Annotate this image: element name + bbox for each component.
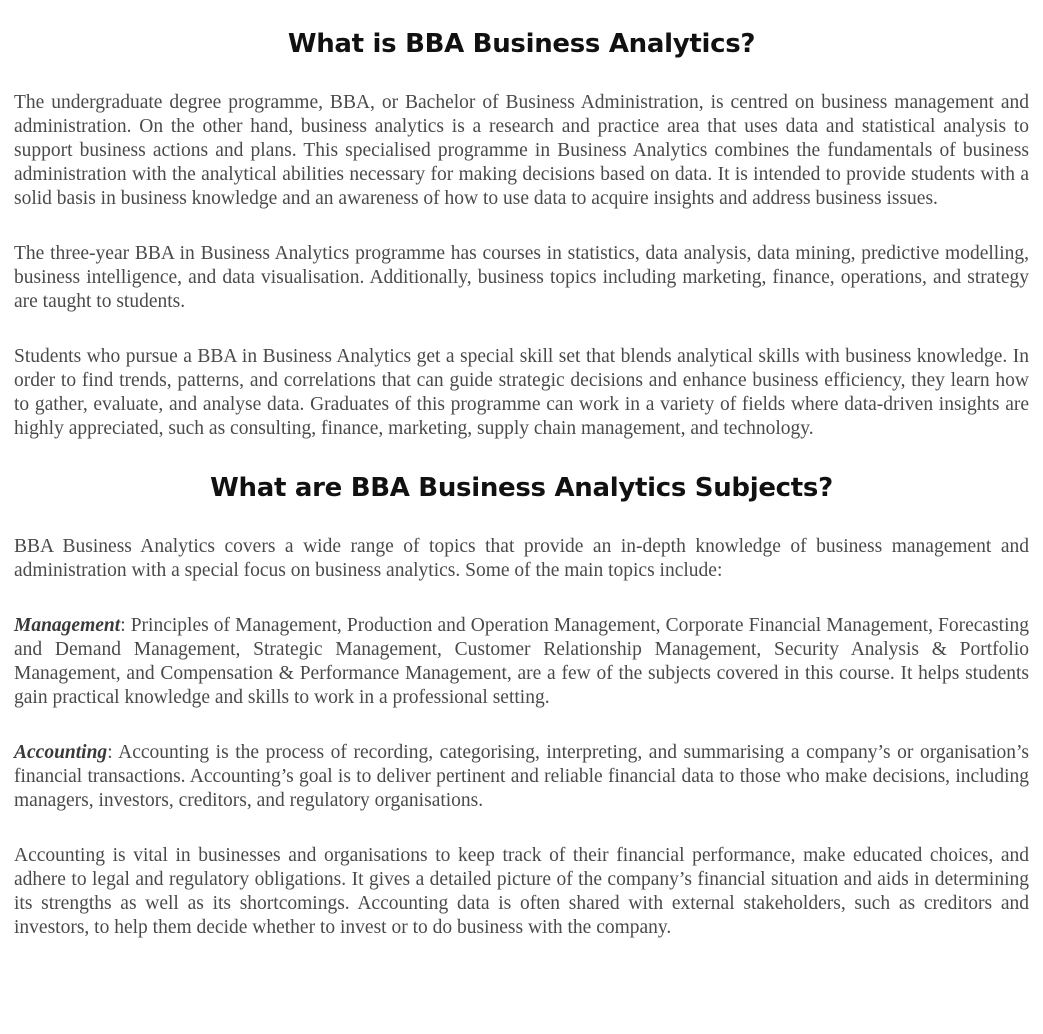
paragraph-accounting	[14, 741, 1029, 813]
term-accounting: Accounting	[14, 742, 108, 763]
term-separator: :	[107, 742, 119, 763]
term-separator: :	[120, 615, 131, 636]
paragraph-intro-bba: The undergraduate degree programme, BBA, or Bachelor of Business Administration, is centred on business management and administration. On the other hand, business analytics is a research and practice area that uses data and statistical analysis to support business actions and plans. This specialised programme in Business Analytics combines the fundamentals of business administration with the analytical abilities necessary for making decisions based on data. It is intended to provide students with a solid basis in business knowledge and an awareness of how to use data to acquire insights and address business issues.	[14, 92, 1029, 209]
section-heading-what-is: What is BBA Business Analytics?	[287, 29, 756, 59]
paragraph-skill-set: Students who pursue a BBA in Business Analytics get a special skill set that blends analytical skills with business knowledge. In order to find trends, patterns, and correlations that can guide strategic decisions and enhance business efficiency, they learn how to gather, evaluate, and analyse data. Graduates of this programme can work in a variety of fields where data-driven insights are highly appreciated, such as consulting, finance, marketing, supply chain management, and technology.	[14, 346, 1029, 439]
management-description: Principles of Management, Production and Operation Management, Corporate Financial Management, Forecasting and Demand Management, Strategic Management, Customer Relationship Management, Security Analysis & Portfolio Management, and Compensation & Performance Management, are a few of the subjects covered in this course. It helps students gain practical knowledge and skills to work in a professional setting.	[14, 615, 1030, 708]
accounting-description: Accounting is the process of recording, categorising, interpreting, and summarising a company’s or organisation’s financial transactions. Accounting’s goal is to deliver pertinent and reliable financial data to those who make decisions, including managers, investors, creditors, and regulatory organisations.	[14, 742, 1029, 811]
paragraph-programme-courses: The three-year BBA in Business Analytics programme has courses in statistics, data analysis, data mining, predictive modelling, business intelligence, and data visualisation. Additionally, business topics including marketing, finance, operations, and strategy are taught to students.	[14, 243, 1029, 312]
term-management: Management	[14, 615, 121, 636]
paragraph-accounting-detail: Accounting is vital in businesses and organisations to keep track of their financial performance, make educated choices, and adhere to legal and regulatory obligations. It gives a detailed picture of the company’s financial situation and aids in determining its strengths as well as its shortcomings. Accounting data is often shared with external stakeholders, such as creditors and investors, to help them decide whether to invest or to do business with the company.	[14, 845, 1029, 938]
paragraph-management	[14, 614, 1029, 710]
section-heading-subjects: What are BBA Business Analytics Subjects?	[210, 473, 833, 503]
paragraph-subjects-intro: BBA Business Analytics covers a wide range of topics that provide an in-depth knowledge of business management and administration with a special focus on business analytics. Some of the main topics include:	[14, 536, 1029, 581]
